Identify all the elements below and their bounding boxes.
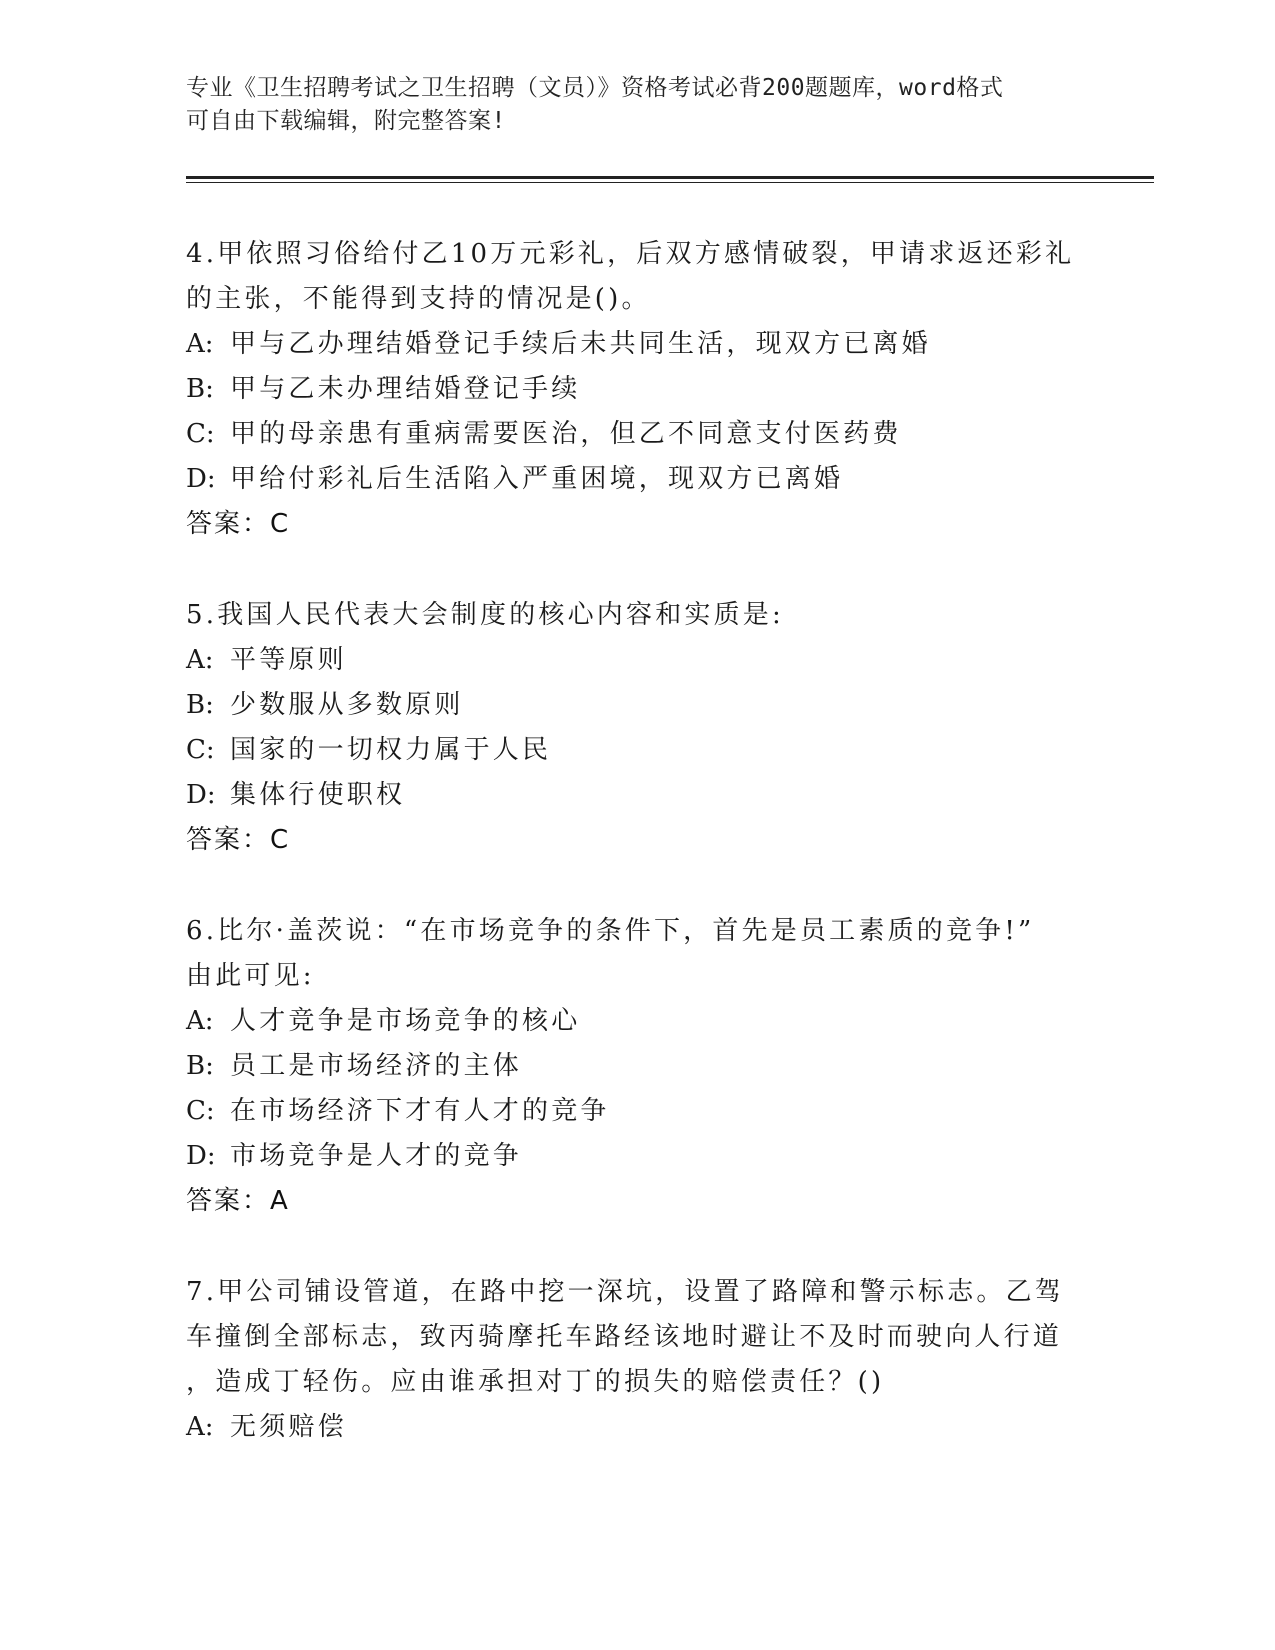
option-key: D:	[186, 780, 216, 810]
option-key: A:	[186, 645, 214, 675]
question-stem-line: 车撞倒全部标志，致丙骑摩托车路经该地时避让不及时而驶向人行道	[186, 1322, 1063, 1352]
option-d	[186, 457, 1086, 502]
option-text: 无须赔偿	[230, 1412, 347, 1442]
answer-line: 答案：C	[186, 509, 291, 539]
option-text: 集体行使职权	[230, 780, 406, 810]
option-a	[186, 322, 1086, 367]
question-4	[186, 232, 1086, 547]
option-b	[186, 683, 1086, 728]
option-key: C:	[186, 1096, 215, 1126]
question-7	[186, 1270, 1086, 1450]
question-stem-line: 4.甲依照习俗给付乙10万元彩礼，后双方感情破裂，甲请求返还彩礼	[186, 239, 1075, 269]
option-text: 少数服从多数原则	[230, 690, 464, 720]
header-line-2: 可自由下载编辑，附完整答案!	[186, 108, 506, 134]
option-c	[186, 728, 1086, 773]
option-text: 员工是市场经济的主体	[230, 1051, 523, 1081]
question-stem-line: 的主张，不能得到支持的情况是()。	[186, 284, 651, 314]
option-text: 平等原则	[230, 645, 347, 675]
question-stem-line: 由此可见:	[186, 961, 315, 991]
document-header	[186, 72, 1066, 138]
option-text: 甲与乙未办理结婚登记手续	[230, 374, 581, 404]
option-c	[186, 1089, 1086, 1134]
option-key: C:	[186, 419, 215, 449]
option-b	[186, 1044, 1086, 1089]
option-a	[186, 1405, 1086, 1450]
question-stem-line: 7.甲公司铺设管道，在路中挖一深坑，设置了路障和警示标志。乙驾	[186, 1277, 1065, 1307]
question-stem-line: ，造成丁轻伤。应由谁承担对丁的损失的赔偿责任？()	[186, 1367, 885, 1397]
option-key: B:	[186, 1051, 214, 1081]
option-d	[186, 1134, 1086, 1179]
option-d	[186, 773, 1086, 818]
option-text: 甲的母亲患有重病需要医治，但乙不同意支付医药费	[230, 419, 902, 449]
option-key: D:	[186, 1141, 216, 1171]
option-text: 在市场经济下才有人才的竞争	[230, 1096, 610, 1126]
option-text: 国家的一切权力属于人民	[230, 735, 552, 765]
answer-line: 答案：A	[186, 1186, 290, 1216]
option-key: A:	[186, 329, 214, 359]
answer-line: 答案：C	[186, 825, 291, 855]
question-stem-line: 5.我国人民代表大会制度的核心内容和实质是:	[186, 600, 784, 630]
option-text: 人才竞争是市场竞争的核心	[230, 1006, 581, 1036]
option-key: A:	[186, 1412, 214, 1442]
question-6	[186, 909, 1086, 1224]
header-divider-thick	[186, 176, 1154, 179]
option-key: A:	[186, 1006, 214, 1036]
option-key: B:	[186, 690, 214, 720]
option-key: B:	[186, 374, 214, 404]
header-divider-thin	[186, 182, 1154, 183]
option-key: C:	[186, 735, 215, 765]
option-a	[186, 638, 1086, 683]
option-b	[186, 367, 1086, 412]
option-text: 甲与乙办理结婚登记手续后未共同生活，现双方已离婚	[230, 329, 931, 359]
question-5	[186, 593, 1086, 863]
option-key: D:	[186, 464, 216, 494]
question-list	[186, 232, 1086, 1496]
option-c	[186, 412, 1086, 457]
header-line-1: 专业《卫生招聘考试之卫生招聘（文员）》资格考试必背200题题库，word格式	[186, 75, 1004, 101]
option-text: 甲给付彩礼后生活陷入严重困境，现双方已离婚	[230, 464, 844, 494]
option-a	[186, 999, 1086, 1044]
option-text: 市场竞争是人才的竞争	[230, 1141, 523, 1171]
question-stem-line: 6.比尔·盖茨说：“在市场竞争的条件下，首先是员工素质的竞争!”	[186, 916, 1035, 946]
